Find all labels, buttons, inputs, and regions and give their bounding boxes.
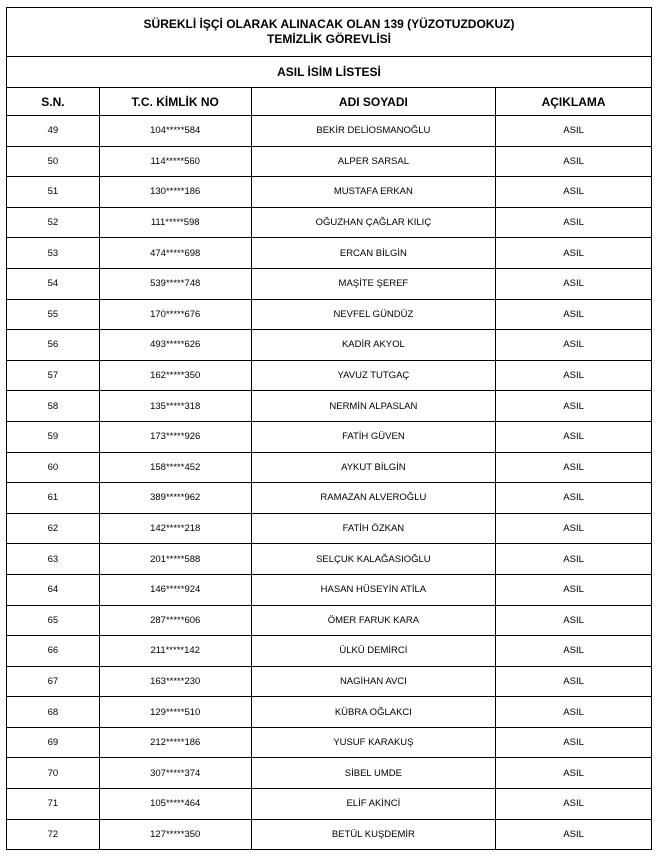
row-name: NAGİHAN AVCI (251, 666, 496, 697)
row-note: ASIL (496, 330, 652, 361)
row-tc-no: 201*****588 (99, 544, 251, 575)
row-sn: 71 (7, 789, 100, 820)
table-row (7, 207, 652, 238)
row-note: ASIL (496, 391, 652, 422)
row-tc-no: 173*****926 (99, 421, 251, 452)
row-tc-no: 493*****626 (99, 330, 251, 361)
table-row (7, 544, 652, 575)
table-row (7, 146, 652, 177)
table-row (7, 116, 652, 147)
row-note: ASIL (496, 177, 652, 208)
row-name: KÜBRA OĞLAKCI (251, 697, 496, 728)
table-row (7, 452, 652, 483)
row-note: ASIL (496, 727, 652, 758)
row-tc-no: 135*****318 (99, 391, 251, 422)
row-name: MAŞİTE ŞEREF (251, 268, 496, 299)
table-row (7, 605, 652, 636)
title-line-2: TEMİZLİK GÖREVLİSİ (266, 32, 391, 46)
row-sn: 61 (7, 483, 100, 514)
row-tc-no: 127*****350 (99, 819, 251, 850)
row-tc-no: 474*****698 (99, 238, 251, 269)
row-note: ASIL (496, 483, 652, 514)
table-row (7, 819, 652, 850)
row-tc-no: 211*****142 (99, 636, 251, 667)
name-list-table (6, 7, 652, 850)
row-sn: 49 (7, 116, 100, 147)
title-line-1: SÜREKLİ İŞÇİ OLARAK ALINACAK OLAN 139 (YÜZOTUZDOKUZ) (143, 17, 515, 31)
row-note: ASIL (496, 574, 652, 605)
header-row (7, 88, 652, 116)
row-tc-no: 129*****510 (99, 697, 251, 728)
row-sn: 70 (7, 758, 100, 789)
row-name: AYKUT BİLGİN (251, 452, 496, 483)
row-note: ASIL (496, 819, 652, 850)
row-note: ASIL (496, 238, 652, 269)
row-note: ASIL (496, 605, 652, 636)
row-sn: 64 (7, 574, 100, 605)
table-row (7, 299, 652, 330)
row-name: OĞUZHAN ÇAĞLAR KILIÇ (251, 207, 496, 238)
row-name: YUSUF KARAKUŞ (251, 727, 496, 758)
row-note: ASIL (496, 116, 652, 147)
row-name: FATİH GÜVEN (251, 421, 496, 452)
row-name: BETÜL KUŞDEMİR (251, 819, 496, 850)
row-tc-no: 146*****924 (99, 574, 251, 605)
row-sn: 55 (7, 299, 100, 330)
row-sn: 50 (7, 146, 100, 177)
table-row (7, 574, 652, 605)
row-sn: 72 (7, 819, 100, 850)
row-tc-no: 287*****606 (99, 605, 251, 636)
row-note: ASIL (496, 299, 652, 330)
row-name: NERMİN ALPASLAN (251, 391, 496, 422)
header-note: AÇIKLAMA (496, 88, 652, 116)
header-tc-no: T.C. KİMLİK NO (99, 88, 251, 116)
row-tc-no: 389*****962 (99, 483, 251, 514)
row-sn: 54 (7, 268, 100, 299)
row-name: RAMAZAN ALVEROĞLU (251, 483, 496, 514)
table-row (7, 177, 652, 208)
table-row (7, 268, 652, 299)
row-name: ÜLKÜ DEMİRCİ (251, 636, 496, 667)
row-sn: 62 (7, 513, 100, 544)
row-tc-no: 162*****350 (99, 360, 251, 391)
row-note: ASIL (496, 513, 652, 544)
row-tc-no: 104*****584 (99, 116, 251, 147)
row-tc-no: 142*****218 (99, 513, 251, 544)
table-row (7, 758, 652, 789)
document-title (7, 8, 652, 57)
row-sn: 51 (7, 177, 100, 208)
row-note: ASIL (496, 789, 652, 820)
row-tc-no: 130*****186 (99, 177, 251, 208)
table-row (7, 697, 652, 728)
row-name: ELİF AKİNCİ (251, 789, 496, 820)
row-name: BEKİR DELİOSMANOĞLU (251, 116, 496, 147)
row-sn: 67 (7, 666, 100, 697)
row-sn: 60 (7, 452, 100, 483)
row-sn: 57 (7, 360, 100, 391)
table-row (7, 513, 652, 544)
table-row (7, 391, 652, 422)
row-note: ASIL (496, 636, 652, 667)
table-row (7, 636, 652, 667)
row-note: ASIL (496, 207, 652, 238)
table-row (7, 238, 652, 269)
header-sn: S.N. (7, 88, 100, 116)
row-note: ASIL (496, 758, 652, 789)
row-tc-no: 111*****598 (99, 207, 251, 238)
row-sn: 65 (7, 605, 100, 636)
table-row (7, 421, 652, 452)
row-name: HASAN HÜSEYİN ATİLA (251, 574, 496, 605)
row-note: ASIL (496, 421, 652, 452)
row-name: KADİR AKYOL (251, 330, 496, 361)
row-tc-no: 170*****676 (99, 299, 251, 330)
row-sn: 69 (7, 727, 100, 758)
row-sn: 66 (7, 636, 100, 667)
header-name: ADI SOYADI (251, 88, 496, 116)
table-row (7, 483, 652, 514)
table-body (7, 116, 652, 850)
table-row (7, 666, 652, 697)
row-note: ASIL (496, 452, 652, 483)
row-name: SELÇUK KALAĞASIOĞLU (251, 544, 496, 575)
row-sn: 58 (7, 391, 100, 422)
row-sn: 52 (7, 207, 100, 238)
table-row (7, 360, 652, 391)
row-note: ASIL (496, 666, 652, 697)
row-note: ASIL (496, 268, 652, 299)
table-row (7, 330, 652, 361)
row-name: ALPER SARSAL (251, 146, 496, 177)
table-row (7, 789, 652, 820)
row-sn: 53 (7, 238, 100, 269)
row-sn: 68 (7, 697, 100, 728)
row-name: ERCAN BİLGİN (251, 238, 496, 269)
row-tc-no: 158*****452 (99, 452, 251, 483)
table-row (7, 727, 652, 758)
row-name: FATİH ÖZKAN (251, 513, 496, 544)
row-tc-no: 212*****186 (99, 727, 251, 758)
row-name: YAVUZ TUTGAÇ (251, 360, 496, 391)
row-tc-no: 105*****464 (99, 789, 251, 820)
row-name: ÖMER FARUK KARA (251, 605, 496, 636)
row-sn: 59 (7, 421, 100, 452)
row-sn: 63 (7, 544, 100, 575)
row-note: ASIL (496, 360, 652, 391)
row-note: ASIL (496, 146, 652, 177)
row-tc-no: 163*****230 (99, 666, 251, 697)
row-note: ASIL (496, 697, 652, 728)
list-subtitle: ASIL İSİM LİSTESİ (7, 57, 652, 88)
row-sn: 56 (7, 330, 100, 361)
row-note: ASIL (496, 544, 652, 575)
row-tc-no: 114*****560 (99, 146, 251, 177)
row-name: MUSTAFA ERKAN (251, 177, 496, 208)
row-name: NEVFEL GÜNDÜZ (251, 299, 496, 330)
row-tc-no: 307*****374 (99, 758, 251, 789)
row-name: SİBEL UMDE (251, 758, 496, 789)
row-tc-no: 539*****748 (99, 268, 251, 299)
